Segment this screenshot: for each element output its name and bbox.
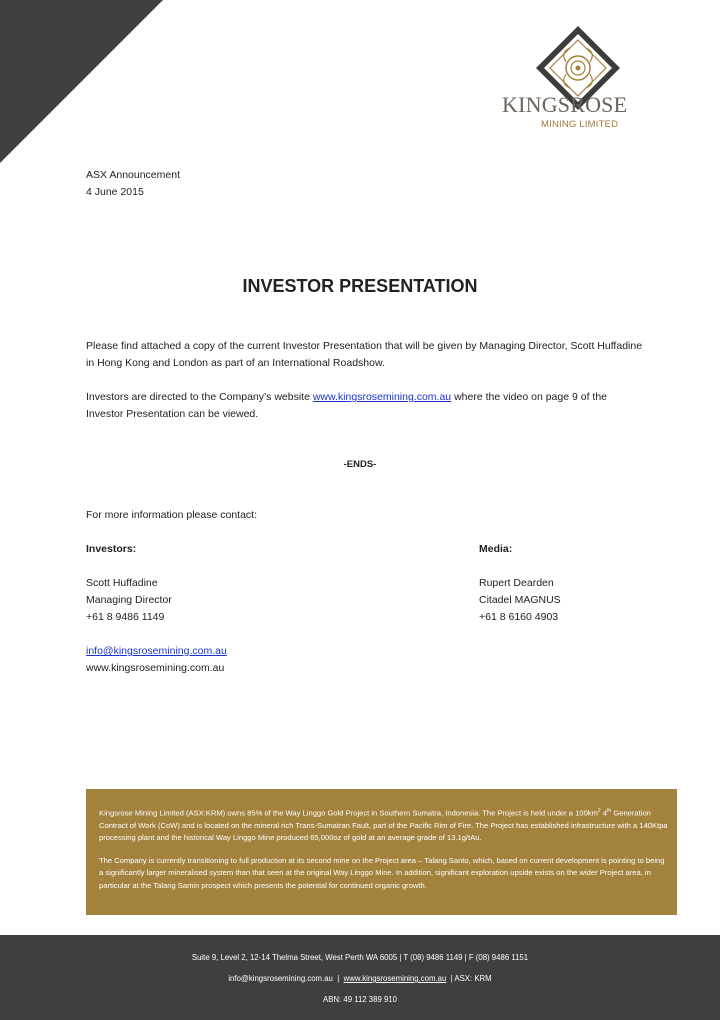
website-link[interactable]: www.kingsrosemining.com.au [312, 391, 452, 403]
investor-website: www.kingsrosemining.com.au [86, 662, 225, 674]
footer-separator: | [332, 974, 344, 983]
website-paragraph-start: Investors are directed to the Company’s website [86, 391, 313, 403]
announcement-date: 4 June 2015 [86, 186, 144, 198]
footer-asx: | ASX: KRM [446, 974, 492, 983]
media-company: Citadel MAGNUS [479, 594, 561, 606]
brand-name: KINGSROSE [502, 92, 628, 117]
announcement-label: ASX Announcement [86, 169, 180, 181]
overview-sup-b: th [607, 808, 612, 814]
brand-subtitle: MINING LIMITED [541, 119, 619, 130]
overview-sup-a: 2 [597, 808, 601, 814]
media-name: Rupert Dearden [479, 577, 554, 589]
footer-abn: ABN: 49 112 389 910 [323, 995, 397, 1004]
overview-text-c: Generation Contract of Work (CoW) and is located on the mineral rich Trans-Sumatran Fault, part of the Pacific Rim of Fire. The Project has established infrastructure with a 140Ktpa processing plant and the historical Way Linggo Mine produced 65,000oz of gold at an average grade of 13.1g/tAu. [99, 808, 668, 842]
page-title: INVESTOR PRESENTATION [242, 276, 478, 296]
corner-decoration [0, 0, 165, 165]
media-phone: +61 8 6160 4903 [479, 611, 559, 623]
footer-website-link[interactable]: www.kingsrosemining.com.au [343, 974, 447, 983]
website-paragraph [86, 389, 646, 423]
overview-text-b: 4 [600, 808, 608, 818]
media-heading: Media: [479, 543, 513, 555]
company-overview-paragraph-1 [99, 805, 669, 844]
company-overview-box [86, 789, 677, 915]
investor-name: Scott Huffadine [86, 577, 158, 589]
intro-paragraph: Please find attached a copy of the current Investor Presentation that will be given by Managing Director, Scott Huffadine in Hong Kong and London as part of an International Roadshow. [86, 340, 643, 369]
footer-contact-line [0, 974, 720, 983]
investor-role: Managing Director [86, 594, 172, 606]
overview-text-a: Kingsrose Mining Limited (ASX:KRM) owns 85% of the Way Linggo Gold Project in Southern Sumatra, Indonesia. The Project is held under a 100km [99, 808, 598, 818]
footer-address: Suite 9, Level 2, 12-14 Thelma Street, West Perth WA 6005 | T (08) 9486 1149 | F (08) 9486 1151 [191, 953, 529, 962]
contact-intro: For more information please contact: [86, 509, 257, 521]
ends-marker: -ENDS- [343, 459, 377, 470]
company-overview-paragraph-2: The Company is currently transitioning to full production at its second mine on the Project area – Talang Santo, which, based on current development is pointing to being a significantly larger mineralised system than that seen at the original Way Linggo Mine. In addition, significant exploration upside exists on the wider Project area, in particular at the Talang Samin prospect which presents the potential for continued organic growth. [99, 856, 665, 890]
investors-heading: Investors: [86, 543, 137, 555]
investor-phone: +61 8 9486 1149 [86, 611, 165, 623]
website-paragraph-end: where the video on page 9 of the Investor Presentation can be viewed. [86, 391, 608, 420]
footer-email: info@kingsrosemining.com.au [228, 974, 333, 983]
footer [0, 935, 720, 1020]
investor-email-link[interactable]: info@kingsrosemining.com.au [86, 645, 227, 657]
